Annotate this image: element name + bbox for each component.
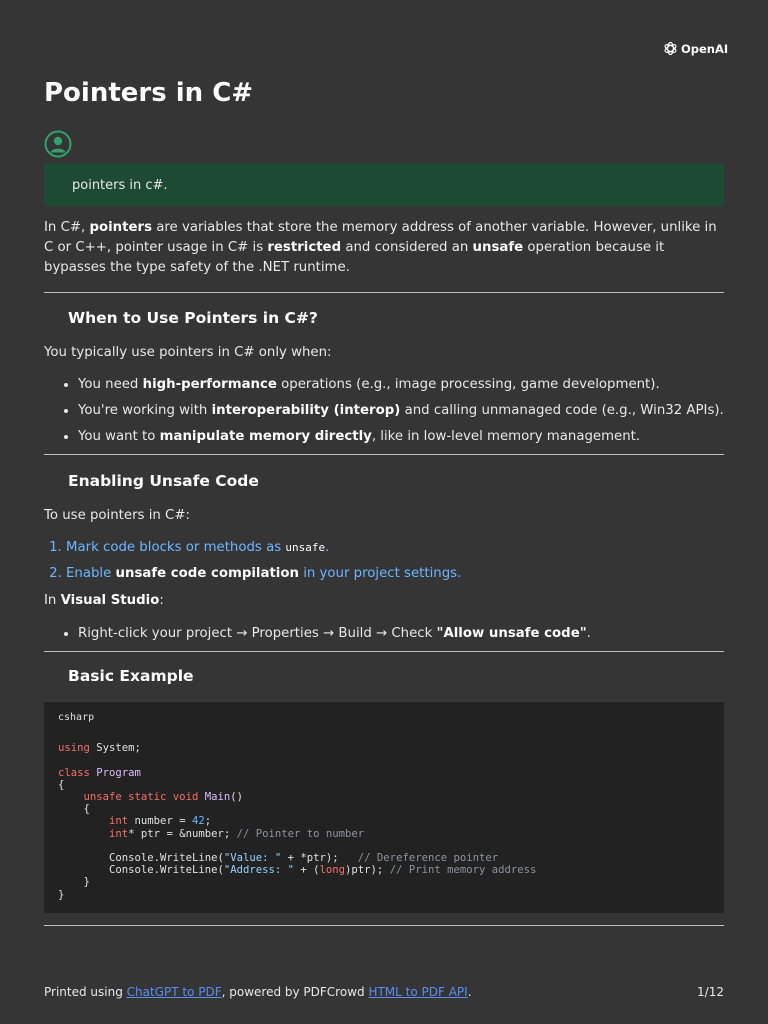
page-title: Pointers in C#	[44, 78, 254, 108]
footer-text: Printed using	[44, 985, 127, 999]
list-item: 1. Mark code blocks or methods as unsafe.	[66, 538, 724, 558]
section-heading-enabling: Enabling Unsafe Code	[68, 472, 259, 490]
page-footer: Printed using ChatGPT to PDF, powered by PDFCrowd HTML to PDF API. 1/12	[44, 985, 724, 999]
user-avatar-icon	[44, 130, 72, 158]
visual-studio-list	[44, 624, 724, 644]
user-prompt-text: pointers in c#.	[72, 177, 168, 193]
list-item: • Right-click your project → Properties → Build → Check "Allow unsafe code".	[78, 624, 724, 644]
intro-paragraph: In C#, pointers are variables that store the memory address of another variable. However, unlike in C or C++, pointer usage in C# is restricted and considered an unsafe operation because it bypasses the type safety of the .NET runtime.	[44, 220, 717, 275]
list-item: • You're working with interoperability (interop) and calling unmanaged code (e.g., Win32 APIs).	[78, 401, 724, 421]
openai-logo-text: OpenAI	[681, 41, 729, 56]
code-content: using System; class Program { unsafe static void Main() { int number = 42; int* ptr = &number; // Pointer to number Console.WriteLine("Value: " + *ptr); // Dereference pointer Console.WriteLine("Address: " + (long)ptr); // Print memory address } }	[58, 742, 537, 901]
list-item: 2. Enable unsafe code compilation in your project settings.	[66, 564, 724, 584]
divider	[44, 651, 724, 652]
divider	[44, 454, 724, 455]
answer-content	[44, 218, 724, 926]
section-heading-example: Basic Example	[68, 667, 194, 685]
list-item: • You want to manipulate memory directly, like in low-level memory management.	[78, 427, 724, 447]
html-to-pdf-api-link[interactable]: HTML to PDF API	[368, 985, 468, 999]
chatgpt-to-pdf-link[interactable]: ChatGPT to PDF	[126, 985, 222, 999]
code-language-label: csharp	[58, 712, 95, 723]
section-enabling-lead: To use pointers in C#:	[44, 508, 190, 523]
section-when-lead: You typically use pointers in C# only when:	[44, 345, 332, 360]
enable-steps-list	[44, 538, 724, 584]
visual-studio-lead: In Visual Studio:	[44, 593, 164, 608]
code-block[interactable]	[44, 702, 724, 913]
user-prompt-box	[44, 164, 724, 206]
openai-knot-icon	[662, 40, 679, 57]
use-cases-list	[44, 375, 724, 447]
divider	[44, 292, 724, 293]
page-number: 1/12	[697, 985, 724, 999]
list-item: • You need high-performance operations (e.g., image processing, game development).	[78, 375, 724, 395]
openai-logo	[662, 40, 728, 57]
section-heading-when: When to Use Pointers in C#?	[68, 309, 318, 327]
divider	[44, 925, 724, 926]
